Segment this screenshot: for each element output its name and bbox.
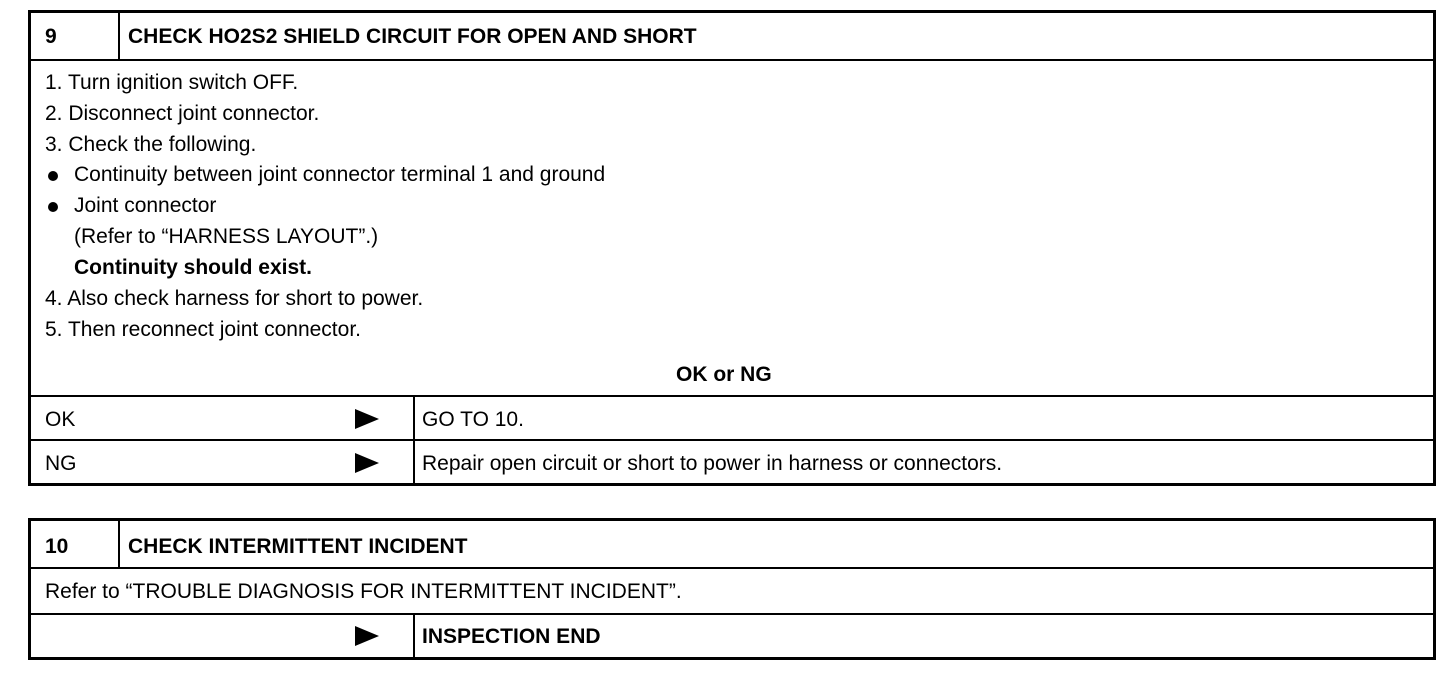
result-action-ok: GO TO 10. (422, 408, 524, 431)
result-action-end: INSPECTION END (422, 625, 601, 648)
arrow-icon (355, 409, 379, 429)
step-number: 10 (45, 535, 69, 558)
header-rule (31, 59, 1433, 61)
spec-note: Continuity should exist. (74, 256, 313, 279)
instruction-line-4: 4. Also check harness for short to power. (45, 287, 424, 310)
arrow-icon (355, 453, 379, 473)
result-label-ok: OK (45, 408, 76, 431)
result-rule-top (31, 395, 1433, 397)
step-9-box (28, 10, 1436, 486)
result-label-ng: NG (45, 452, 77, 475)
reference-line: Refer to “TROUBLE DIAGNOSIS FOR INTERMITTENT INCIDENT”. (45, 580, 682, 603)
step-number: 9 (45, 25, 57, 48)
bullet-icon (48, 171, 58, 181)
bullet-item-1: Continuity between joint connector terminal 1 and ground (74, 163, 606, 186)
arrow-icon (355, 626, 379, 646)
bullet-item-2: Joint connector (74, 194, 217, 217)
result-column-divider (413, 395, 415, 486)
step-10-box (28, 518, 1436, 660)
instruction-line-1: 1. Turn ignition switch OFF. (45, 71, 299, 94)
result-action-ng: Repair open circuit or short to power in harness or connectors. (422, 452, 1003, 475)
header-divider (118, 13, 120, 59)
header-divider (118, 521, 120, 567)
bullet-icon (48, 202, 58, 212)
instruction-line-2: 2. Disconnect joint connector. (45, 102, 320, 125)
result-column-divider (413, 613, 415, 660)
step-title: CHECK INTERMITTENT INCIDENT (128, 535, 468, 558)
reference-note: (Refer to “HARNESS LAYOUT”.) (74, 225, 379, 248)
header-rule (31, 567, 1433, 569)
step-title: CHECK HO2S2 SHIELD CIRCUIT FOR OPEN AND SHORT (128, 25, 697, 48)
instruction-line-3: 3. Check the following. (45, 133, 257, 156)
result-rule-top (31, 613, 1433, 615)
result-heading: OK or NG (676, 363, 772, 386)
instruction-line-5: 5. Then reconnect joint connector. (45, 318, 361, 341)
result-rule-middle (31, 439, 1433, 441)
